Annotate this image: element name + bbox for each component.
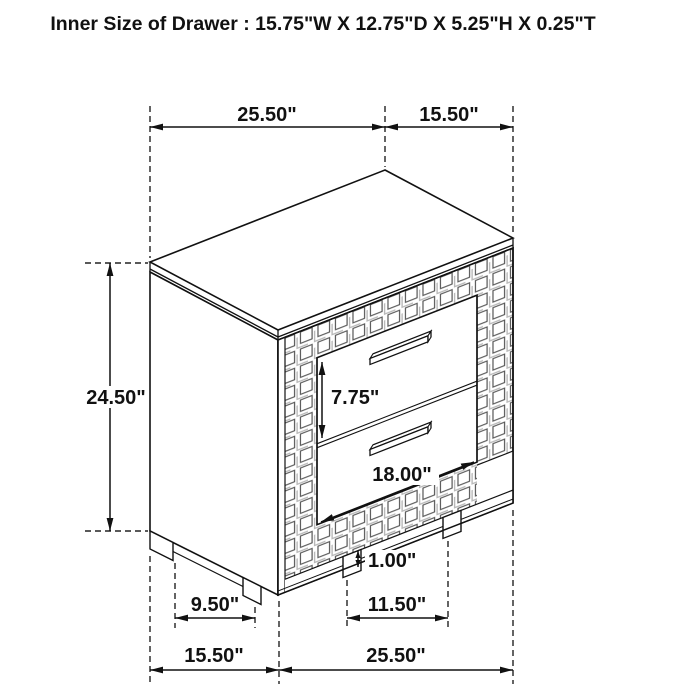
dim-label-drawer-height: 7.75" (331, 387, 380, 409)
dim-label-base-height: 1.00" (368, 550, 417, 572)
dim-label-top-right: 15.50" (419, 104, 479, 126)
page-title: Inner Size of Drawer : 15.75"W X 12.75"D X 5.25"H X 0.25"T (50, 13, 596, 35)
dim-label-height: 24.50" (86, 387, 146, 409)
dim-label-top-left: 25.50" (237, 104, 297, 126)
dim-label-drawer-width: 18.00" (372, 464, 432, 486)
dim-label-side-legs: 9.50" (190, 594, 240, 616)
dim-label-front-legs: 11.50" (367, 594, 427, 616)
dim-label-bottom-right: 25.50" (366, 645, 426, 667)
dim-label-bottom-left: 15.50" (184, 645, 244, 667)
